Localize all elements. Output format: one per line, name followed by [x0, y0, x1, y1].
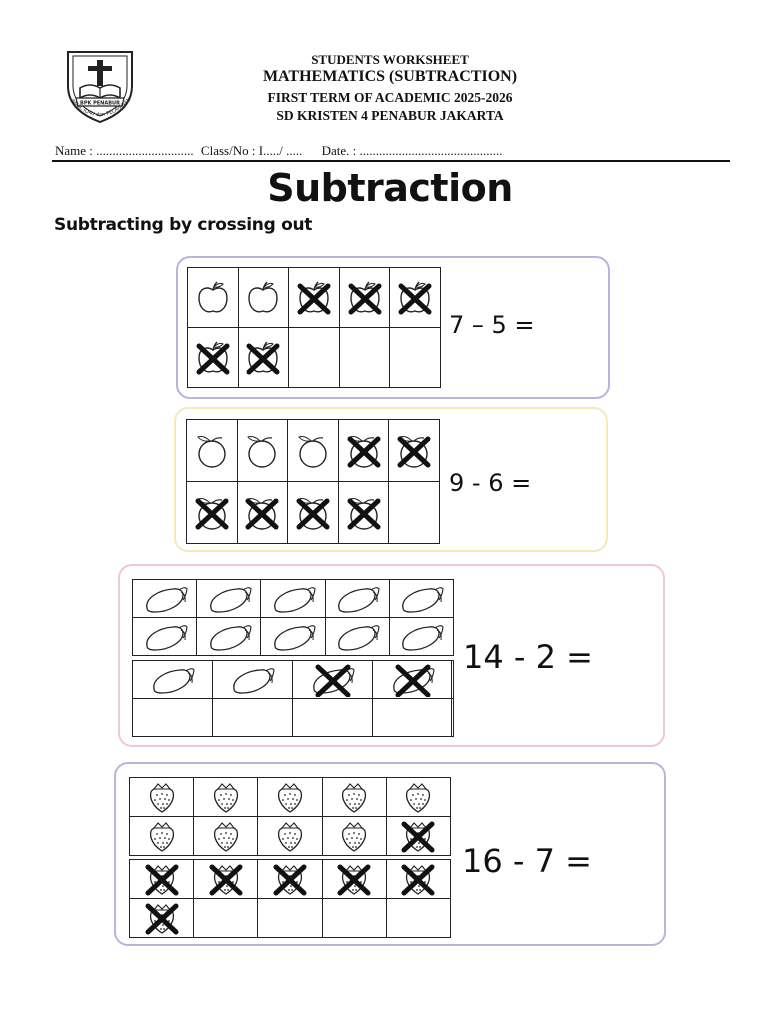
subject-title: MATHEMATICS (SUBTRACTION)	[262, 68, 518, 85]
section-subtitle: Subtracting by crossing out	[54, 215, 313, 235]
strawberry-icon	[206, 818, 246, 854]
equation-4: 16 - 7 =	[462, 842, 592, 880]
grid-cell-empty[interactable]	[452, 661, 454, 699]
school-name: SD KRISTEN 4 PENABUR JAKARTA	[276, 108, 504, 123]
strawberry-icon	[206, 779, 246, 815]
grid-cell-empty[interactable]	[292, 699, 372, 737]
grid-cell	[130, 860, 194, 899]
grid-cell	[339, 268, 390, 328]
grid-cell-empty[interactable]	[386, 899, 450, 938]
strawberry-icon	[398, 779, 438, 815]
mango-icon	[139, 582, 191, 616]
grid-cell	[261, 580, 325, 618]
grid-cell	[258, 778, 322, 817]
class-no-field[interactable]: Class/No : I...../ .....	[200, 143, 303, 158]
grid-cell	[187, 420, 238, 482]
strawberry-icon-crossed[interactable]	[206, 861, 246, 897]
orange-icon	[192, 431, 232, 471]
orange-icon-crossed[interactable]	[394, 431, 434, 471]
grid-cell	[194, 860, 258, 899]
grid-cell	[133, 580, 197, 618]
orange-icon-crossed[interactable]	[192, 493, 232, 533]
apple-icon-crossed[interactable]	[294, 278, 334, 318]
school-logo	[62, 46, 138, 124]
strawberry-icon	[142, 818, 182, 854]
logo-ring-text: IMAN, ILMU dan PELAYANAN	[69, 96, 133, 119]
apple-icon-crossed[interactable]	[395, 278, 435, 318]
grid-cell	[261, 618, 325, 656]
grid-cell	[133, 618, 197, 656]
grid-cell-empty[interactable]	[339, 328, 390, 388]
apple-icon-crossed[interactable]	[345, 278, 385, 318]
grid-cell-empty[interactable]	[372, 699, 452, 737]
orange-icon	[242, 431, 282, 471]
grid-cell	[386, 817, 450, 856]
grid-cell-empty[interactable]	[390, 328, 441, 388]
apple-icon	[243, 278, 283, 318]
orange-icon-crossed[interactable]	[344, 431, 384, 471]
name-field[interactable]: Name : ..............................	[55, 143, 194, 158]
grid-cell	[194, 778, 258, 817]
equation-2: 9 - 6 =	[449, 469, 532, 497]
grid-cell	[322, 860, 386, 899]
strawberry-icon	[270, 779, 310, 815]
grid-cell	[187, 482, 238, 544]
mango-icon	[267, 620, 319, 654]
grid-cell	[194, 817, 258, 856]
grid-cell	[292, 661, 372, 699]
exercise-grid-4a	[129, 777, 451, 856]
apple-icon-crossed[interactable]	[243, 338, 283, 378]
page-title: Subtraction	[267, 166, 513, 210]
strawberry-icon-crossed[interactable]	[142, 861, 182, 897]
strawberry-icon	[334, 818, 374, 854]
grid-cell	[258, 817, 322, 856]
grid-cell	[212, 661, 292, 699]
mango-icon	[331, 582, 383, 616]
strawberry-icon-crossed[interactable]	[334, 861, 374, 897]
date-field[interactable]: Date. : ............................................	[321, 143, 503, 158]
grid-cell	[130, 817, 194, 856]
grid-cell	[188, 328, 239, 388]
strawberry-icon-crossed[interactable]	[142, 900, 182, 936]
orange-icon-crossed[interactable]	[242, 493, 282, 533]
strawberry-icon-crossed[interactable]	[270, 861, 310, 897]
exercise-grid-4b	[129, 859, 451, 938]
grid-cell-empty[interactable]	[133, 699, 213, 737]
grid-cell-empty[interactable]	[389, 482, 440, 544]
grid-cell	[288, 482, 339, 544]
term-line: FIRST TERM OF ACADEMIC 2025-2026	[267, 90, 513, 105]
grid-cell-empty[interactable]	[258, 899, 322, 938]
grid-cell-empty[interactable]	[452, 699, 454, 737]
grid-cell	[130, 778, 194, 817]
logo-banner-text: BPK PENABUR	[80, 100, 120, 107]
exercise-grid-1	[187, 267, 441, 388]
grid-cell	[322, 817, 386, 856]
grid-cell	[389, 420, 440, 482]
apple-icon	[193, 278, 233, 318]
mango-icon	[139, 620, 191, 654]
grid-cell-empty[interactable]	[289, 328, 340, 388]
grid-cell	[237, 420, 288, 482]
mango-icon	[331, 620, 383, 654]
grid-cell	[390, 268, 441, 328]
grid-cell	[386, 860, 450, 899]
grid-cell	[289, 268, 340, 328]
orange-icon	[293, 431, 333, 471]
apple-icon-crossed[interactable]	[193, 338, 233, 378]
mango-icon-crossed[interactable]	[386, 663, 438, 697]
mango-icon	[203, 620, 255, 654]
mango-icon-crossed[interactable]	[306, 663, 358, 697]
exercise-grid-3b	[132, 660, 454, 737]
grid-cell	[338, 420, 389, 482]
strawberry-icon	[334, 779, 374, 815]
grid-cell-empty[interactable]	[194, 899, 258, 938]
grid-cell	[238, 268, 289, 328]
orange-icon-crossed[interactable]	[293, 493, 333, 533]
strawberry-icon-crossed[interactable]	[398, 818, 438, 854]
grid-cell	[130, 899, 194, 938]
header-divider	[52, 160, 730, 162]
mango-icon	[203, 582, 255, 616]
mango-icon	[395, 620, 447, 654]
equation-1: 7 – 5 =	[449, 311, 535, 339]
exercise-grid-2	[186, 419, 440, 544]
mango-icon	[395, 582, 447, 616]
grid-cell	[389, 618, 453, 656]
mango-icon	[267, 582, 319, 616]
strawberry-icon	[270, 818, 310, 854]
grid-cell	[188, 268, 239, 328]
grid-cell	[325, 618, 389, 656]
grid-cell	[258, 860, 322, 899]
grid-cell	[133, 661, 213, 699]
grid-cell	[372, 661, 452, 699]
student-info-line	[55, 143, 735, 159]
grid-cell	[338, 482, 389, 544]
equation-3: 14 - 2 =	[463, 638, 593, 676]
grid-cell	[197, 580, 261, 618]
grid-cell-empty[interactable]	[322, 899, 386, 938]
mango-icon	[146, 663, 198, 697]
mango-icon	[226, 663, 278, 697]
worksheet-label: STUDENTS WORKSHEET	[311, 52, 469, 67]
grid-cell	[386, 778, 450, 817]
grid-cell	[322, 778, 386, 817]
strawberry-icon-crossed[interactable]	[398, 861, 438, 897]
grid-cell	[325, 580, 389, 618]
grid-cell	[238, 328, 289, 388]
grid-cell	[389, 580, 453, 618]
exercise-grid-3a	[132, 579, 454, 656]
grid-cell	[288, 420, 339, 482]
grid-cell	[197, 618, 261, 656]
orange-icon-crossed[interactable]	[344, 493, 384, 533]
strawberry-icon	[142, 779, 182, 815]
grid-cell-empty[interactable]	[212, 699, 292, 737]
grid-cell	[237, 482, 288, 544]
